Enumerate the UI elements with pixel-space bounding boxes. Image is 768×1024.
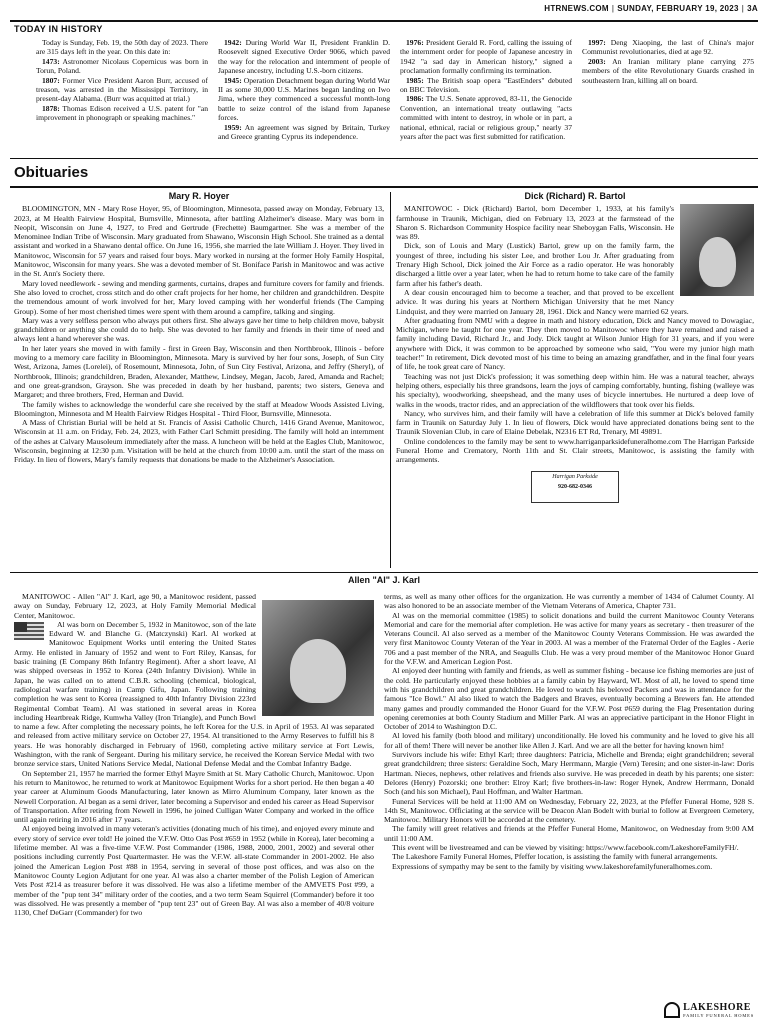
obituary-paragraph: The family will greet relatives and friends at the Pfeffer Funeral Home, Manitowoc, on Wednesday from 9:00 AM until 11:00 AM. — [384, 824, 754, 843]
column-divider — [390, 192, 391, 568]
obituary-paragraph: A Mass of Christian Burial will be held at St. Francis of Assisi Catholic Church, 1416 Grand Avenue, Manitowoc, Wisconsin at 11 a.m. on Friday, Feb. 24, 2023, with Father Carl Schmitt presiding. The family will hold an internment of the ashes at Calvary Mausoleum immediately after the mass. A luncheon will be held at the Eagles Club, Manitowoc, Wisconsin, beginning at 12:30 p.m. Visitation will be held at the church from 10:00 a.m. until the start of the mass on Friday. In lieu of flowers, Mary's family requests that donations be made to the Alzheimer's Association. — [14, 418, 384, 465]
tih-entry: 1807: Former Vice President Aaron Burr, accused of treason, was arrested in the Mississippi Territory, in present-day Alabama. (Burr was acquitted at trial.) — [36, 75, 208, 104]
obituary-name: Dick (Richard) R. Bartol — [524, 192, 626, 201]
obituary-paragraph: Al was on the memorial committee (1985) to solicit donations and build the current Manitowoc County Veterans Memorial and care for the memorial after completion. He was active for many years as secretary - then treasurer of the Veterans Council. Al also served as a member of the Manitowoc County Veterans Commission. He was awarded the very first Manitowoc County Veteran of the Year in 2003. Al was a member of the Fraternal Order of the Eagles - Aerie 706 and a past member of the NRA, and Seagulls Club. He was a very proud member of the Manitowoc Honor Guard for the V.F.W. and American Legion Post. — [384, 610, 754, 667]
portrait-photo — [680, 204, 754, 296]
portrait-photo — [262, 600, 374, 716]
tih-intro: Today is Sunday, Feb. 19, the 50th day of 2023. There are 315 days left in the year. On this date in: — [36, 38, 208, 57]
tih-entry: 1976: President Gerald R. Ford, calling the issuing of the internment order for people of Japanese ancestry in 1942 "a sad day in American history," signed a proclamation formally confirming its termination. — [400, 38, 572, 76]
obituary-paragraph: Teaching was not just Dick's profession; it was something deep within him. He was a natural teacher, always helping others, especially his three grandsons, learn the joys of camping comfortably, hunting, fishing (walleye was his specialty), woodworking, sheepshead, and the many uses of bicycle innertubes. He nurtured a deep love of walks in the woods, tractor rides, and an appreciation of the wildflowers that took over his fields. — [396, 371, 754, 409]
section-divider — [10, 572, 758, 573]
obituary-paragraph: The Lakeshore Family Funeral Homes, Pfeffer location, is assisting the family with funeral arrangements. — [392, 852, 718, 862]
obituary-paragraph: Expressions of sympathy may be sent to the family by visiting www.lakeshorefamilyfuneralhomes.com. — [392, 861, 713, 871]
tih-entry: 1473: Astronomer Nicolaus Copernicus was born in Torun, Poland. — [36, 56, 208, 76]
funeral-home-phone: 920-682-0346 — [558, 483, 592, 490]
obituary-paragraph: Mary was a very selfless person who always put others first. She always gave her time to help children move, babysit grandchildren or anything she could do to help. She was devoted to her family and friends in their time of need and always lent a hand wherever she was. — [14, 315, 384, 344]
american-flag-icon — [14, 622, 44, 640]
obituary-paragraph: Funeral Services will be held at 11:00 AM on Wednesday, February 22, 2023, at the Pfeffer Funeral Home, 928 S. 14th St, Manitowoc. Officiating at the service will be Deacon Alan Bodelt with burial to follow at Evergreen Cemetery, Manitowoc. Military Honors will be accorded at the cemetery. — [384, 796, 754, 825]
obituary-paragraph: Online condolences to the family may be sent to www.harriganparksidefuneralhome.com The Harrigan Parkside Funeral Home and Crematory, North 11th and St. Clair streets, Manitowoc, is assisting the family with arrangements. — [396, 436, 754, 465]
obituary-paragraph: MANITOWOC - Dick (Richard) Bartol, born December 1, 1933, at his family's farmhouse in Traunik, Michigan, died on February 13, 2023 at the farmstead of the Sharon S. Richardson Community Hospice facility near Sheboygan Falls, Wisconsin. He was 89. — [396, 204, 674, 242]
obituaries-rule — [10, 186, 758, 188]
obituary-paragraph: Al enjoyed being involved in many veteran's activities (donating much of his time), and enjoyed every minute and every story of service ever told! He joined the V.F.W. Otto Oas Post #659 in 1952 (while in Korea), later becoming a lifetime member. Al was a five-time V.F.W. Post Commander (1986, 1988, 2000, 2001, 2002) and several other positions including currently Post Quartermaster. He was the V.F.W. all-state Commander in 2001-2002. He also joined the American Legion Post #88 in 1954, serving in several of those post offices, and was also on the Manitowoc County Legion Adjutant for one year. Al was also a charter member of the Polish Legion of American Vets Post #214 as treasurer before it was dissolved. He was also a lifetime member of the AMVETS Post #99, a member of the "pup tent 34" military order of the cooties, and a two term Seam Squirrel (Commander) before it too was dissolved. He was presently a member of "pup tent 23" out of Green Bay. Al was also a member of 40/8 voiture 1130, Chef DeGarr (Commander) for two — [14, 824, 374, 918]
obituary-paragraph: In her later years she moved in with family - first in Green Bay, Wisconsin and then Northbrook, Illinois - before moving to a memory care facility in Bloomington, Minnesota. Mary is survived by her four sons, Joseph, of Sun City West, Arizona, James (Lorelei), of Rosemount, Minnesota, John, of Sun City Festival, Arizona, and Jeffry (Sheryl), of Northbrook, Illinois; grandchildren, Braden, Alexander, Matthew, Lindsey, Megan, Jacob, Jared, Amanda and Rachel; and one great-grandson, Grayson. She was preceded in death by her husband, parents; two sisters, Geneva and Margaret; and three brothers, Fred, Herman and David. — [14, 343, 384, 400]
obituary-paragraph: Mary loved needlework - sewing and mending garments, curtains, drapes and furniture covers for family and friends. She also loved to crochet, cross stitch and do other craft projects for her home, her children and grandchildren. Despite the tremendous amount of work involved for her, Mary loved camping with her wonderful friends (The Camping Group). Some of her most cherished times were spent with them around a campfire, talking and singing. — [14, 278, 384, 316]
tih-column-2 — [218, 38, 390, 156]
tih-column-3 — [400, 38, 572, 156]
tih-entry: 1878: Thomas Edison received a U.S. patent for "an improvement in phonograph or speaking machines." — [36, 103, 208, 123]
funeral-home-logo — [531, 471, 619, 503]
obituary-paragraph: Al was born on December 5, 1932 in Manitowoc, son of the late Edward W. and Blanche G. (Matczynski) Karl. Al worked at Manitowoc Equipment Works until entering the United States Army. He enlisted in January of 1952 and went to Fort Riley, Kansas, for basic training (E Company 86th Infantry Regiment). After a short leave, Al was shipped overseas in 1952 to Korea (24th Infantry Division). While in Japan, he was called on to attend C.B.R. schooling (chemical, biological, radiological warfare training) in Camp Gifu, Japan. Following training completion he was sent to Korea (reassigned to 40th Infantry Division 223rd Regimental Combat Team). Al was stationed in several areas in Korea including Heartbreak Ridge, Kumwha Valley (Iron Triangle), and Punch Bowl to name a few. After completing the necessary points, he left Korea for the U.S. in April of 1953. Al was separated and released from active military service on October 27, 1954. Al transitioned to the Army Reserves to fulfill his 8 years. He was honorably discharged in February of 1960, completing active military service at Fort Lewis, Washington, with the rank of Sergeant. During his military service, he received the Korean Service Medal with two bronze service stars, United Nations Service Medal, National Defense Medal and the Combat Infantry Badge. — [14, 619, 374, 769]
obituary-paragraph: After graduating from NMU with a degree in math and history education, Dick and Nancy moved to Dowagiac, Michigan, where he taught for one year. They then moved to Manitowoc where they have remained and raised a family including David, Richard Jr., and Jody. Dick taught at Wilson Junior High for 31 years, and if you were anywhere with Dick, it was common to be approached by someone who said, "You were my junior high math teacher!" In retirement, Dick devoted most of his time to being an amazing grandfather, and in the final four years of life, he took great care of Nancy. — [396, 315, 754, 372]
obituary-paragraph: Survivors include his wife: Ethyl Karl; three daughters: Patricia, Michelle and Brenda; eight grandchildren; several great grandchildren; three sisters: Geraldine Soch, Mary Herrmann, Margie (Vern) Teresin; and one sister-in-law: Doris Hartman. Nieces, nephews, other relatives and friends also survive. He was preceded in death by his parents; one sister: Delores (Henry) Pozorski; one brother: Elroy Karl; five brothers-in-law: Roger Hynek, Andrew Herrmann, Donald Soch (and his son Michael), Paul Hoffman, and Walter Hartman. — [384, 750, 754, 797]
obituary-paragraph: Nancy, who survives him, and their family will have a celebration of life this summer at Dick's beloved family farm in Traunik on Saturday July 1. In lieu of flowers, Dick would have appreciated donations being sent to the Traunik Slovenian Club, in care of Elaine Debelak, N2316 ET Rd, Trenary, MI 49891. — [396, 408, 754, 437]
obituary-paragraph: The family wishes to acknowledge the wonderful care she received by the staff at Meadow Woods Assisted Living, Bloomington, Minnesota and M Health Fairview Ridges Hospital - Third Floor, Burnsville, Minnesota. — [14, 399, 384, 418]
obituary-paragraph: A dear cousin encouraged him to become a teacher, and that proved to be excellent advice. It was during his years at Northern Michigan University that he met Nancy Lindquist, and they were married on January 28, 1961. Dick and Nancy were married 62 years. — [396, 287, 689, 316]
tih-column-1 — [36, 38, 208, 156]
tih-entry: 1945: Operation Detachment began during World War II as some 30,000 U.S. Marines began landing on Iwo Jima, where they commenced a successful month-long battle to seize control of the island from Japanese forces. — [218, 75, 390, 123]
obituary-karl-left — [14, 592, 374, 1018]
section-divider — [10, 158, 758, 159]
obituary-paragraph: Dick, son of Louis and Mary (Lustick) Bartol, grew up on the family farm, the youngest of three, including his sister Lee, and brother Lou Jr. After graduating from Trenary High School, Dick joined the Air Force as a radio operator. He was honorably discharged a little over a year later, when he had to return home to take care of the family farm after his father's death. — [396, 241, 674, 288]
page-header: HTRNEWS.COM | SUNDAY, FEBRUARY 19, 2023 | 3A — [544, 4, 758, 13]
tih-column-4 — [582, 38, 754, 156]
obituary-paragraph: On September 21, 1957 he married the former Ethyl Mayre Smith at St. Mary Catholic Church, Manitowoc. Upon his return to Manitowoc, he returned to work at Manitowoc Equipment Works for a short period. He then began a 40 year career at Aluminum Goods Manufacturing, later known as Mirro Aluminum Company, later known as the Newell Corporation. Al began as a semi driver, later becoming a Supervisor and ended his career as Head Supervisor of Transportation. After retiring from Newell in 1996, he joined Culligan Water Company and worked in the office until again retiring in 2016 after 17 years. — [14, 768, 374, 825]
lakeshore-logo — [664, 1002, 754, 1018]
obituary-paragraph: Al loved his family (both blood and military) unconditionally. He loved his community and he loved to give his all for all of them! There will never be another like Allen J. Karl. And we are all the better for having known him! — [384, 731, 754, 750]
obituary-paragraph: Al enjoyed deer hunting with family and friends, as well as summer fishing - because ice fishing memories are just of the cold. He particularly enjoyed these hobbies at a family cabin by Hayward, WI. Most of all, he loved to spend time with his grandchildren and great grandchildren. He loved to watch his beloved Packers and was in attendance for the famous "Ice Bowl." Al also liked to watch the Badgers and Braves, eventually becoming a Brewers fan. He attended many games and proudly commanded the Honor Guard for the V.F.W. Post #659 during the Flag Presentation during opening ceremonies at both County Stadium and Miller Park. Al was an appreciative participant in the Honor Flight in October of 2014 to Washington D.C. — [384, 666, 754, 732]
obituary-karl-right — [384, 592, 754, 1002]
tih-entry: 1986: The U.S. Senate approved, 83-11, the Genocide Convention, an international treaty outlawing "acts committed with intent to destroy, in whole or in part, a national, ethnical, racial or religious group," nearly 37 years after the pact was first submitted for ratification. — [400, 94, 572, 142]
obituary-paragraph: This event will be livestreamed and can be viewed by visiting: https://www.facebook.com/LakeshoreFamilyFH/. — [392, 843, 739, 853]
obituary-name: Mary R. Hoyer — [168, 192, 230, 201]
obituary-name: Allen "Al" J. Karl — [347, 576, 421, 585]
lakeshore-logo-subtext: FAMILY FUNERAL HOMES — [683, 1013, 754, 1018]
obituary-karl-heading — [14, 576, 754, 592]
obituary-paragraph: BLOOMINGTON, MN - Mary Rose Hoyer, 95, of Bloomington, Minnesota, passed away on Monday, February 13, 2023, at M Health Fairview Hospital, Burnsville, Minnesota, after battling Alzheimer's disease. Mary was born in Neopit, Wisconsin on June 4, 1927, to Fred and Gertrude (Frechette) Baumgartner. She was a member of the Menominee Indian Tribe of Wisconsin. Mary graduated from Shawano, Wisconsin High School. She trained as a dental assistant and worked in a Shawano dental office. On June 16, 1956, she married the late William J. Hoyer. They lived in Manitowoc, Wisconsin for 57 years and raised four boys. Mary worked in nursing at the former Holy Family Hospital, Manitowoc, Wisconsin for many years. She was a devoted member of St. Boniface Parish in Manitowoc and was active in the St. Ann's Society there. — [14, 204, 384, 279]
site-name[interactable]: HTRNEWS.COM — [544, 4, 609, 13]
tih-entry: 2003: An Iranian military plane carrying 275 members of the elite Revolutionary Guards crashed in southeastern Iran, killing all on board. — [582, 56, 754, 85]
header-rule — [10, 20, 758, 22]
lakeshore-logo-text: LAKESHORE — [683, 1002, 751, 1013]
funeral-home-logo-name: Harrigan Parkside — [552, 473, 598, 480]
obituary-hoyer — [14, 192, 384, 568]
obituary-paragraph: terms, as well as many other offices for the organization. He was currently a member of 1434 of Calumet County. Al was also honored to be an associate member of the Vietnam Veterans of America, Chapter 731. — [384, 592, 754, 611]
page-number: 3A — [747, 4, 758, 13]
issue-date: SUNDAY, FEBRUARY 19, 2023 — [617, 4, 739, 13]
today-in-history — [36, 38, 754, 156]
obituaries-heading: Obituaries — [14, 164, 89, 181]
obituary-paragraph: MANITOWOC - Allen "Al" J. Karl, age 90, a Manitowoc resident, passed away on Sunday, February 12, 2023, at Holy Family Memorial Medical Center, Manitowoc. — [14, 592, 256, 620]
lakeshore-logo-icon — [664, 1002, 680, 1018]
today-in-history-title: TODAY IN HISTORY — [14, 24, 103, 34]
tih-entry: 1959: An agreement was signed by Britain, Turkey and Greece granting Cyprus its independence. — [218, 122, 390, 142]
tih-entry: 1942: During World War II, President Franklin D. Roosevelt signed Executive Order 9066, which paved the way for the relocation and internment of people of Japanese ancestry, including U.S.-born citizens. — [218, 38, 390, 76]
obituary-bartol — [396, 192, 754, 568]
tih-entry: 1997: Deng Xiaoping, the last of China's major Communist revolutionaries, died at age 92. — [582, 38, 754, 57]
tih-entry: 1985: The British soap opera "EastEnders" debuted on BBC Television. — [400, 75, 572, 95]
